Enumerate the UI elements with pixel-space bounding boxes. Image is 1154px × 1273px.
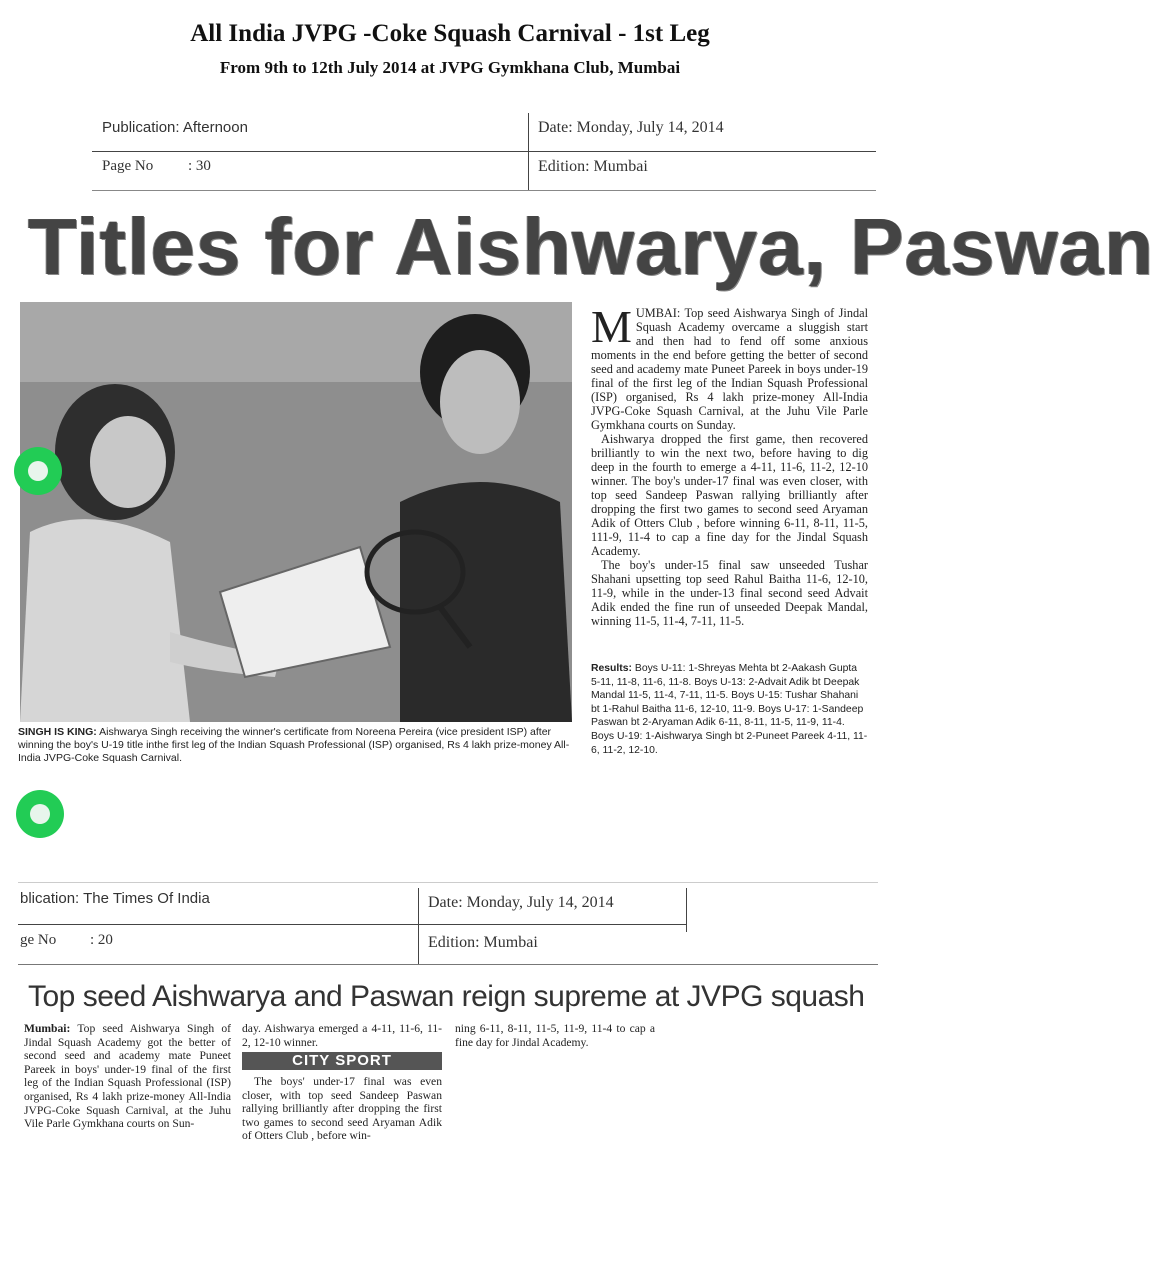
clip2-edition: Edition: Mumbai xyxy=(428,934,538,951)
clip1-article xyxy=(591,301,868,628)
clip2-headline: Top seed Aishwarya and Paswan reign supreme at JVPG squash xyxy=(28,980,865,1013)
news-photo xyxy=(20,302,572,722)
clip1-headline: Titles for Aishwarya, Paswan xyxy=(28,202,1154,291)
clip1-date: Date: Monday, July 14, 2014 xyxy=(538,119,724,136)
article1-para3: The boy's under-15 final saw unseeded Tushar Shahani upsetting top seed Rahul Baitha 11-6, 12-10, 11-9, while in the under-13 final second seed Advait Adik ended the fine run of unseeded Deepak Mandal, winning 11-5, 11-4, 7-11, 11-5. xyxy=(591,558,868,628)
results-label: Results: xyxy=(591,663,632,674)
caption-lead: SINGH IS KING: xyxy=(18,726,97,738)
clip2-page-no-label: ge No xyxy=(20,932,57,948)
caption-text: Aishwarya Singh receiving the winner's certificate from Noreena Pereira (vice president ISP) after winning the boy's U-19 title inthe first leg of the Indian Squash Professional (ISP) organised, Rs 4 lakh prize-money All-India JVPG-Coke Squash Carnival. xyxy=(18,726,570,764)
clip2-publication: blication: The Times Of India xyxy=(20,890,210,907)
clip2-meta-table xyxy=(18,882,878,972)
clip2-column-2-top: day. Aishwarya emerged a 4-11, 11-6, 11-2, 12-10 winner. xyxy=(242,1022,442,1049)
article1-para2: Aishwarya dropped the first game, then recovered brilliantly to win the next two, before having to dig deep in the fourth to emerge a 4-11, 11-6, 11-2, 12-10 winner. The boy's under-17 final was even closer, with top seed Sandeep Paswan rallying brilliantly after dropping the first two games to second seed Aryaman Adik of Otters Club , before winning 6-11, 8-11, 11-5, 111-9, 11-4 to cap a fine day for the Jindal Squash Academy. xyxy=(591,432,868,558)
clip2-col1-text: Top seed Aishwarya Singh of Jindal Squash Academy got the better of second seed and academy mate Puneet Pareek in boys' under-19 final of the first leg of the Indian Squash Professional (ISP) organised, Rs 4 lakh prize-money All-India JVPG-Coke Squash Carnival, at the Juhu Vile Parle Gymkhana courts on Sun- xyxy=(24,1022,231,1131)
photo-caption xyxy=(18,726,573,765)
punch-hole-top-icon xyxy=(14,447,62,495)
page-subtitle: From 9th to 12th July 2014 at JVPG Gymkhana Club, Mumbai xyxy=(219,58,681,77)
article1-para1: UMBAI: Top seed Aishwarya Singh of Jindal Squash Academy overcame a sluggish start and then had to fend off some anxious moments in the end before getting the better of second seed and academy mate Puneet Pareek in boys under-19 final of the first leg of the Indian Squash Professional (ISP) organised, Rs 4 lakh prize-money All-India JVPG-Coke Squash Carnival, at the Juhu Vile Parle Gymkhana courts on Sunday. xyxy=(591,306,868,432)
results-text: Boys U-11: 1-Shreyas Mehta bt 2-Aakash Gupta 5-11, 11-8, 11-6, 11-8. Boys U-13: 2-Advait Adik bt Deepak Mandal 11-5, 11-4, 7-11, 11-5. Boys U-15: Tushar Shahani bt 1-Rahul Baitha 11-6, 12-10, 11-9. Boys U-17: 1-Sandeep Paswan bt 2-Aryaman Adik 6-11, 8-11, 11-5, 11-9, 11-4. Boys U-19: 1-Aishwarya Singh bt 2-Puneet Pareek 4-11, 11-6, 11-2, 12-10. xyxy=(591,663,868,756)
clip2-page-no-value: : 20 xyxy=(90,932,113,948)
drop-cap: M xyxy=(591,301,632,352)
clip1-results xyxy=(591,662,868,757)
clip2-dateline: Mumbai: xyxy=(24,1022,71,1035)
clip2-column-2-bottom: The boys' under-17 final was even closer, with top seed Sandeep Paswan rallying brilliantly after dropping the first two games to second seed Aryaman Adik of Otters Club , before win- xyxy=(242,1075,442,1143)
page-title: All India JVPG -Coke Squash Carnival - 1st Leg xyxy=(190,20,710,47)
city-sport-banner: CITY SPORT xyxy=(242,1052,442,1070)
clip2-column-1 xyxy=(24,1022,231,1131)
clip2-column-3: ning 6-11, 8-11, 11-5, 11-9, 11-4 to cap a fine day for Jindal Academy. xyxy=(455,1022,655,1049)
clip1-page-no-value: : 30 xyxy=(188,158,211,174)
punch-hole-bottom-icon xyxy=(16,790,64,838)
clip1-edition: Edition: Mumbai xyxy=(538,158,648,175)
clip1-page-no-label: Page No xyxy=(102,158,154,174)
clip2-date: Date: Monday, July 14, 2014 xyxy=(428,894,614,911)
clip1-publication: Publication: Afternoon xyxy=(102,119,248,136)
clip1-meta-table xyxy=(92,113,876,193)
